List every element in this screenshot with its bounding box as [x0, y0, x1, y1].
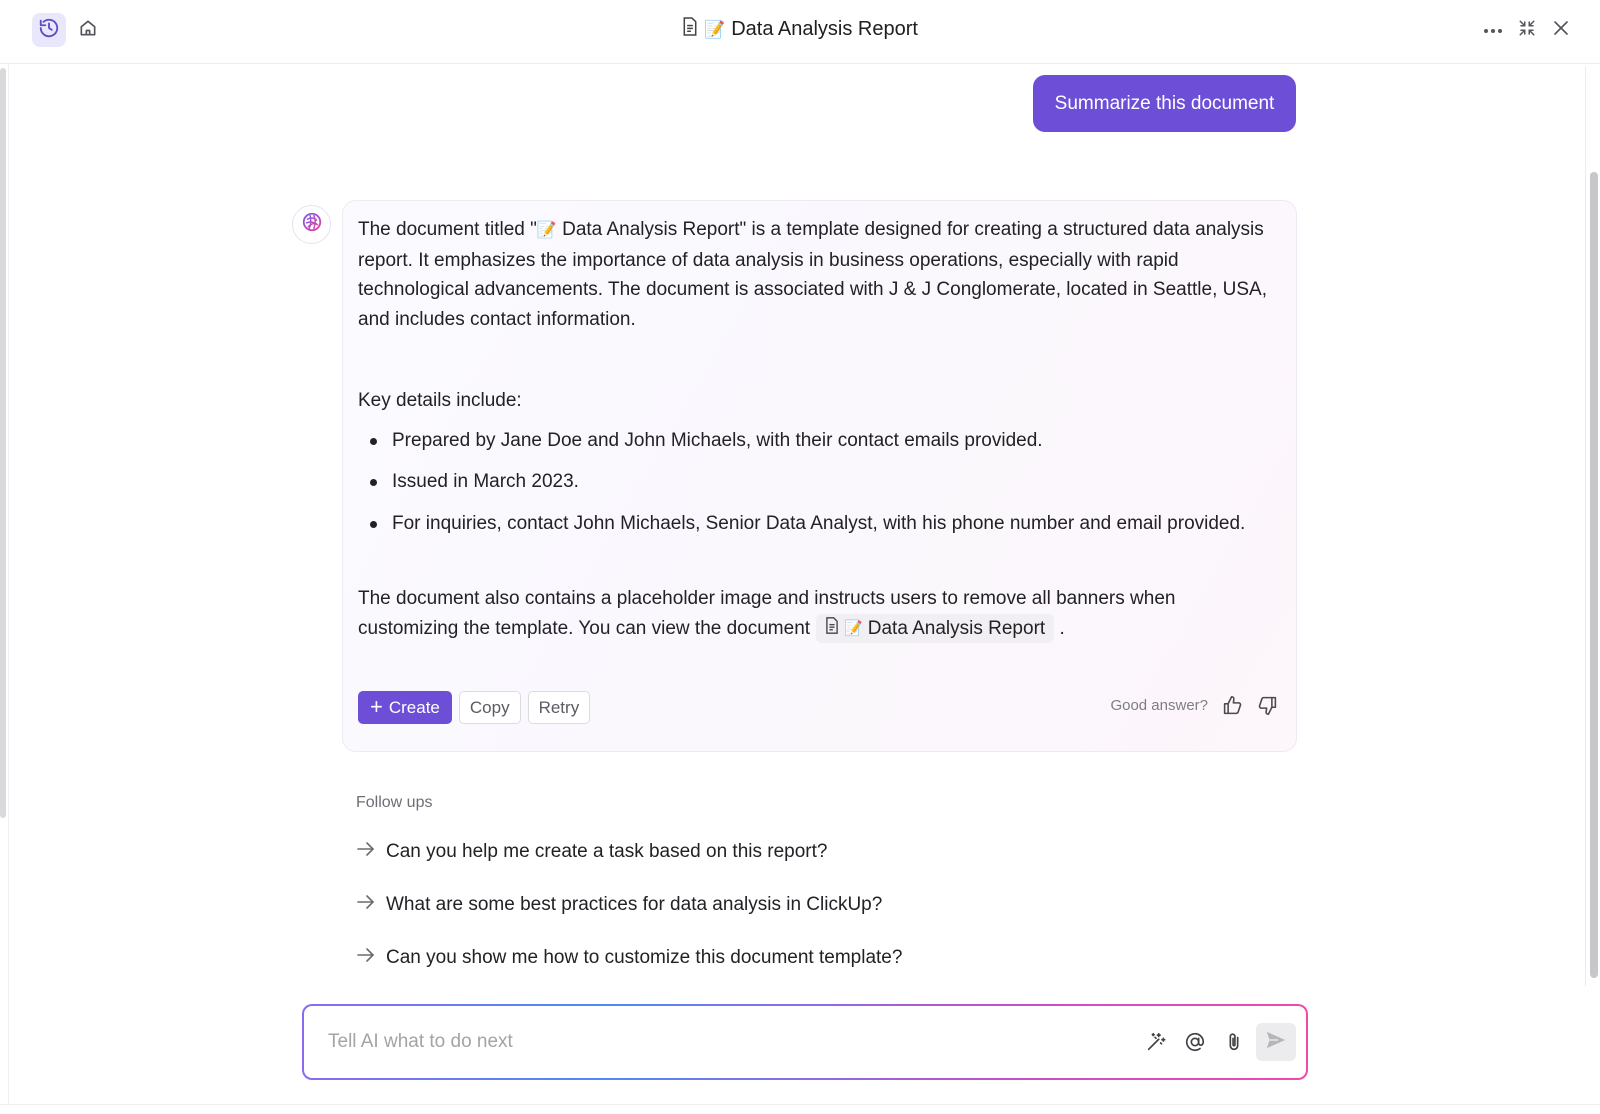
- prompt-input[interactable]: [328, 1024, 1088, 1060]
- close-icon: [1552, 19, 1570, 42]
- user-message-bubble: Summarize this document: [1033, 75, 1296, 132]
- memo-emoji: 📝: [704, 19, 726, 39]
- thumbs-up-icon[interactable]: [1222, 695, 1243, 716]
- attachment-icon[interactable]: [1220, 1028, 1248, 1056]
- closing-paragraph: [358, 584, 1273, 643]
- list-item: For inquiries, contact John Michaels, Senior Data Analyst, with his phone number and email provided.: [358, 509, 1273, 539]
- follow-up-item[interactable]: [356, 944, 902, 972]
- feedback-label: Good answer?: [1110, 697, 1208, 714]
- collapse-icon: [1518, 19, 1536, 42]
- thumbs-down-icon[interactable]: [1257, 695, 1278, 716]
- bottom-divider: [0, 1104, 1600, 1105]
- ai-response-text: [358, 215, 1273, 643]
- document-link-label: Data Analysis Report: [867, 617, 1046, 639]
- composer-inner: [304, 1006, 1306, 1078]
- key-details-list: [358, 426, 1273, 539]
- copy-button[interactable]: Copy: [459, 691, 521, 724]
- follow-up-text: Can you help me create a task based on this report?: [386, 841, 828, 862]
- key-details-heading: Key details include:: [358, 390, 522, 411]
- more-icon: [1483, 21, 1503, 39]
- document-link-chip[interactable]: [816, 614, 1054, 643]
- follow-up-item[interactable]: [356, 891, 882, 919]
- header-bar: [0, 0, 1600, 64]
- ai-avatar: [292, 205, 331, 244]
- left-divider: [8, 64, 9, 1104]
- title-text: Data Analysis Report: [731, 18, 918, 40]
- send-icon: [1265, 1030, 1287, 1055]
- send-button[interactable]: [1256, 1023, 1296, 1061]
- document-icon: [825, 614, 839, 644]
- document-icon: [682, 17, 698, 42]
- left-scrollbar[interactable]: [0, 68, 6, 818]
- ai-brain-icon: [301, 211, 323, 238]
- page-title: [0, 17, 1600, 42]
- list-item: Prepared by Jane Doe and John Michaels, with their contact emails provided.: [358, 426, 1273, 456]
- more-options-button[interactable]: [1476, 13, 1510, 47]
- create-button[interactable]: [358, 691, 452, 724]
- intro-paragraph: [358, 215, 1273, 334]
- scrollbar-thumb[interactable]: [1590, 172, 1598, 978]
- closing-text: The document also contains a placeholder image and instructs users to remove all banners when customizing the template. You can view the document: [358, 588, 1176, 639]
- create-label: Create: [388, 697, 440, 717]
- follow-ups-title: Follow ups: [356, 794, 433, 811]
- response-actions: [358, 691, 590, 724]
- mention-icon[interactable]: [1181, 1028, 1209, 1056]
- composer: [302, 1004, 1308, 1080]
- magic-wand-icon[interactable]: [1142, 1028, 1170, 1056]
- close-button[interactable]: [1544, 13, 1578, 47]
- intro-text-rest: Data Analysis Report" is a template designed for creating a structured data analysis report. It emphasizes the importance of data analysis in business operations, especially with rapid technological advancements. The document is associated with J & J Conglomerate, located in Seattle, USA, and includes contact information.: [358, 219, 1267, 330]
- intro-text-start: The document titled ": [358, 219, 537, 240]
- arrow-right-icon: [356, 894, 376, 916]
- arrow-right-icon: [356, 947, 376, 969]
- follow-up-text: What are some best practices for data analysis in ClickUp?: [386, 894, 883, 915]
- plus-icon: +: [370, 693, 383, 719]
- closing-period: .: [1059, 617, 1065, 639]
- arrow-right-icon: [356, 841, 376, 863]
- memo-emoji: 📝: [844, 619, 863, 637]
- memo-emoji: 📝: [536, 222, 557, 239]
- retry-button[interactable]: Retry: [528, 691, 591, 724]
- collapse-button[interactable]: [1510, 13, 1544, 47]
- list-item: Issued in March 2023.: [358, 467, 1273, 497]
- right-divider: [1585, 66, 1586, 986]
- feedback-area: [1110, 695, 1278, 716]
- ai-response-card: [342, 200, 1297, 752]
- follow-up-text: Can you show me how to customize this document template?: [386, 947, 903, 968]
- follow-up-item[interactable]: [356, 838, 827, 866]
